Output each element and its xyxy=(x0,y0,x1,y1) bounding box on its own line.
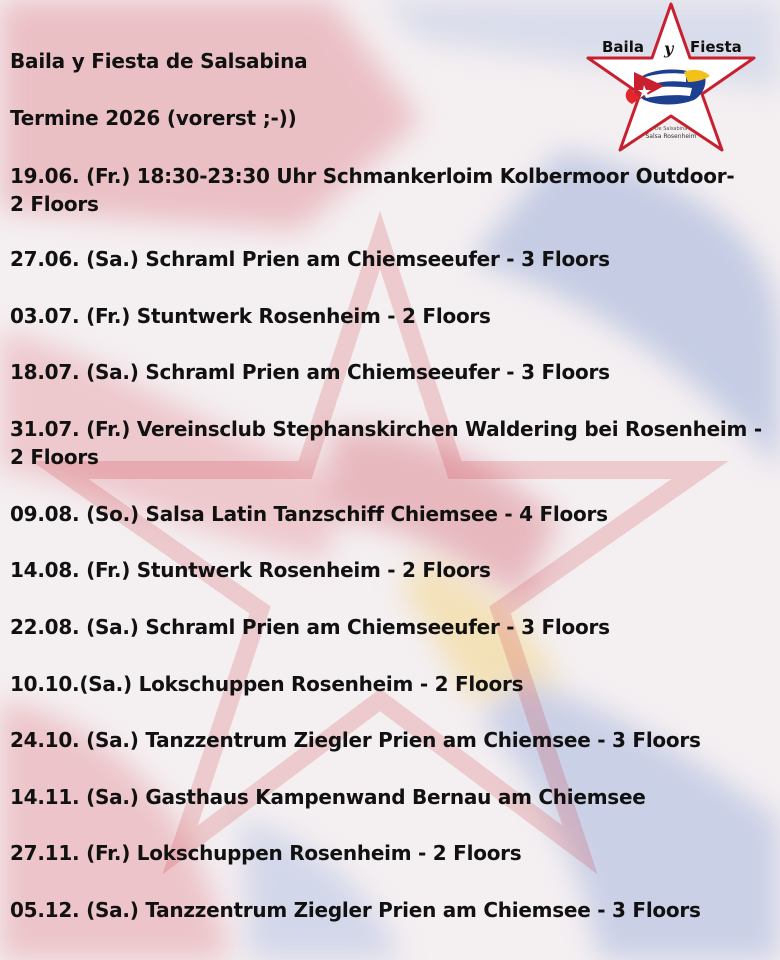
event-text: 22.08. (Sa.) Schraml Prien am Chiemseeufer - 3 Floors xyxy=(10,615,610,639)
event-text: 10.10.(Sa.) Lokschuppen Rosenheim - 2 Floors xyxy=(10,672,524,696)
event-text: 18.07. (Sa.) Schraml Prien am Chiemseeufer - 3 Floors xyxy=(10,360,610,384)
event-item xyxy=(10,302,780,330)
event-text: 14.11. (Sa.) Gasthaus Kampenwand Bernau am Chiemsee xyxy=(10,785,646,809)
event-item xyxy=(10,245,780,273)
event-text: 09.08. (So.) Salsa Latin Tanzschiff Chiemsee - 4 Floors xyxy=(10,502,608,526)
event-text: 03.07. (Fr.) Stuntwerk Rosenheim - 2 Floors xyxy=(10,304,491,328)
event-text-continued: 2 Floors xyxy=(10,445,99,469)
event-text: 05.12. (Sa.) Tanzzentrum Ziegler Prien am Chiemsee - 3 Floors xyxy=(10,898,701,922)
event-text: 31.07. (Fr.) Vereinsclub Stephanskirchen Waldering bei Rosenheim - xyxy=(10,417,762,441)
event-item xyxy=(10,162,780,218)
event-item xyxy=(10,500,780,528)
event-text: 14.08. (Fr.) Stuntwerk Rosenheim - 2 Floors xyxy=(10,558,491,582)
page-title: Baila y Fiesta de Salsabina xyxy=(10,49,308,73)
event-item xyxy=(10,783,780,811)
event-text: 24.10. (Sa.) Tanzzentrum Ziegler Prien am Chiemsee - 3 Floors xyxy=(10,728,701,752)
page-subtitle: Termine 2026 (vorerst ;-)) xyxy=(10,106,297,130)
logo-caption-line2: Salsa Rosenheim xyxy=(645,133,697,140)
event-text-continued: 2 Floors xyxy=(10,192,99,216)
event-item xyxy=(10,839,780,867)
event-item xyxy=(10,726,780,754)
baila-y-fiesta-logo xyxy=(586,2,756,152)
event-text: 27.06. (Sa.) Schraml Prien am Chiemseeufer - 3 Floors xyxy=(10,247,610,271)
event-item xyxy=(10,556,780,584)
event-item xyxy=(10,358,780,386)
event-text: 27.11. (Fr.) Lokschuppen Rosenheim - 2 Floors xyxy=(10,841,522,865)
event-text: 19.06. (Fr.) 18:30-23:30 Uhr Schmankerloim Kolbermoor Outdoor- xyxy=(10,164,735,188)
event-item xyxy=(10,415,780,471)
event-item xyxy=(10,896,780,924)
event-item xyxy=(10,670,780,698)
event-item xyxy=(10,613,780,641)
logo-word-mid: y xyxy=(664,39,674,58)
logo-caption-line1: De Salsabina xyxy=(654,126,688,132)
logo-word-right: Fiesta xyxy=(690,38,742,56)
logo-word-left: Baila xyxy=(602,38,644,56)
